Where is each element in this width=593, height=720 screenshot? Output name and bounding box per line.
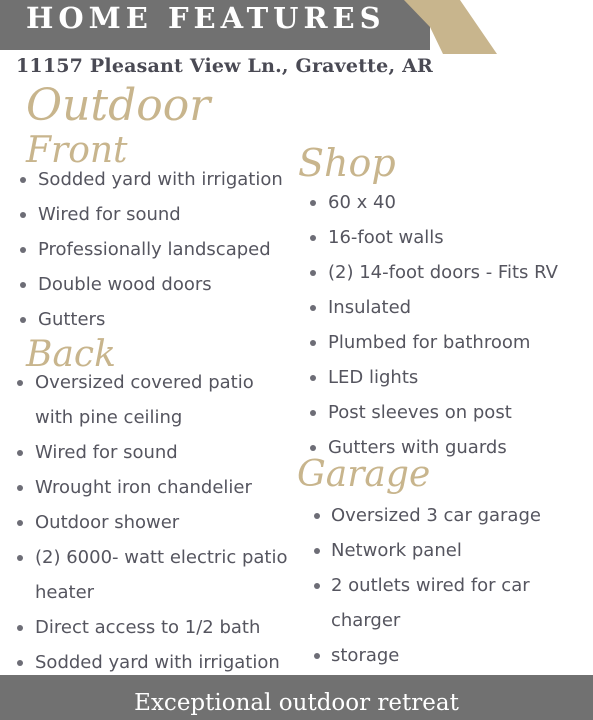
- bullet-icon: [17, 520, 23, 526]
- section-heading-front: Front: [26, 130, 128, 171]
- property-address: 11157 Pleasant View Ln., Gravette, AR: [16, 55, 434, 77]
- bullet-icon: [20, 177, 26, 183]
- list-item: LED lights: [328, 360, 558, 395]
- bullet-icon: [314, 513, 320, 519]
- list-item: Insulated: [328, 290, 558, 325]
- section-heading-shop: Shop: [298, 141, 396, 185]
- bullet-icon: [310, 375, 316, 381]
- section-heading-back: Back: [26, 334, 116, 375]
- list-item: Direct access to 1/2 bath: [35, 610, 287, 645]
- list-item: 2 outlets wired for car charger: [331, 568, 541, 638]
- bullet-icon: [310, 305, 316, 311]
- bullet-icon: [314, 583, 320, 589]
- shop-feature-list: [328, 185, 558, 465]
- bullet-icon: [20, 247, 26, 253]
- section-heading-outdoor: Outdoor: [26, 80, 211, 131]
- section-heading-garage: Garage: [297, 454, 431, 495]
- list-item: Wrought iron chandelier: [35, 470, 287, 505]
- list-item: Post sleeves on post: [328, 395, 558, 430]
- list-item: Sodded yard with irrigation: [38, 162, 283, 197]
- bullet-icon: [20, 317, 26, 323]
- list-item: Professionally landscaped: [38, 232, 283, 267]
- ribbon-chevron-icon: [404, 0, 498, 54]
- bullet-icon: [20, 282, 26, 288]
- bullet-icon: [310, 410, 316, 416]
- list-item: storage: [331, 638, 541, 673]
- list-item: Sodded yard with irrigation: [35, 645, 287, 680]
- front-feature-list: [38, 162, 283, 337]
- bullet-icon: [314, 548, 320, 554]
- bullet-icon: [20, 212, 26, 218]
- bullet-icon: [310, 340, 316, 346]
- page-title: HOME FEATURES: [26, 1, 386, 35]
- list-item: 16-foot walls: [328, 220, 558, 255]
- bullet-icon: [310, 235, 316, 241]
- list-item: Gutters with guards: [328, 430, 558, 465]
- bullet-icon: [17, 450, 23, 456]
- list-item: Outdoor shower: [35, 505, 287, 540]
- list-item: Plumbed for bathroom: [328, 325, 558, 360]
- bullet-icon: [17, 625, 23, 631]
- garage-feature-list: [331, 498, 541, 673]
- list-item: Wired for sound: [38, 197, 283, 232]
- list-item: (2) 14-foot doors - Fits RV: [328, 255, 558, 290]
- bullet-icon: [310, 445, 316, 451]
- list-item: Network panel: [331, 533, 541, 568]
- bullet-icon: [17, 660, 23, 666]
- list-item: Double wood doors: [38, 267, 283, 302]
- list-item: Oversized 3 car garage: [331, 498, 541, 533]
- bullet-icon: [17, 485, 23, 491]
- footer-tagline: Exceptional outdoor retreat: [134, 690, 459, 716]
- bullet-icon: [310, 270, 316, 276]
- back-feature-list: [35, 365, 287, 680]
- list-item: Wired for sound: [35, 435, 287, 470]
- bullet-icon: [310, 200, 316, 206]
- bullet-icon: [314, 653, 320, 659]
- list-item: 60 x 40: [328, 185, 558, 220]
- bullet-icon: [17, 555, 23, 561]
- list-item: (2) 6000- watt electric patio heater: [35, 540, 287, 610]
- list-item: Gutters: [38, 302, 283, 337]
- list-item: Oversized covered patio with pine ceiling: [35, 365, 287, 435]
- bullet-icon: [17, 380, 23, 386]
